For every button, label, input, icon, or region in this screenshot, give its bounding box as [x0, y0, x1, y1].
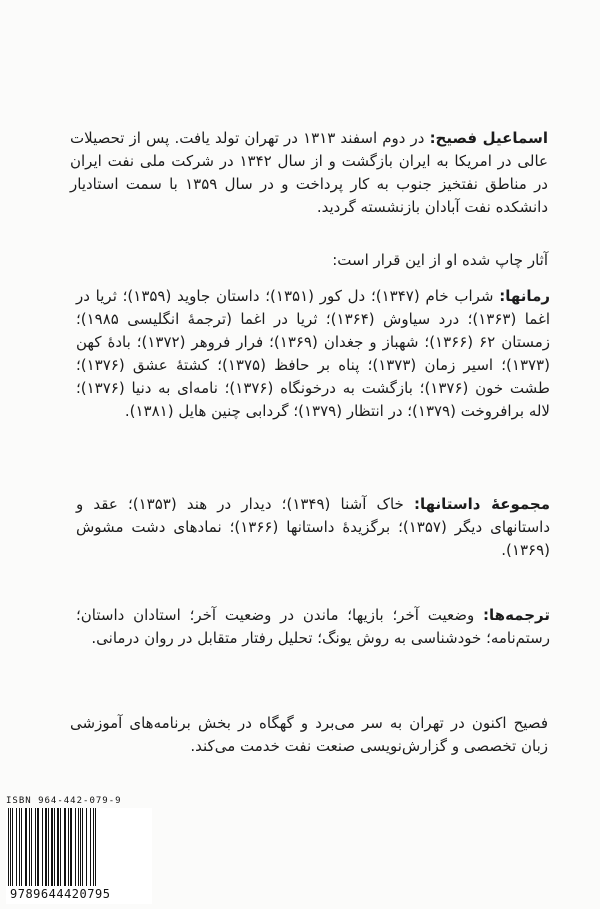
barcode-bar: [75, 808, 76, 886]
barcode-bar: [16, 808, 17, 886]
barcode: [6, 808, 152, 904]
barcode-bar: [64, 808, 66, 886]
barcode-bar: [48, 808, 49, 886]
barcode-bar: [10, 808, 11, 886]
novels-list: شراب خام (۱۳۴۷)؛ دل کور (۱۳۵۱)؛ داستان جاوید (۱۳۵۹)؛ ثریا در اغما (۱۳۶۳)؛ درد سیاوش (۱۳۶۴)؛ ثریا در اغما (ترجمهٔ انگلیسی ۱۹۸۵)؛ زمستان ۶۲ (۱۳۶۶)؛ شهباز و جغدان (۱۳۶۹)؛ فرار فروهر (۱۳۷۲)؛ بادهٔ کهن (۱۳۷۳)؛ اسیر زمان (۱۳۷۳)؛ پناه بر حافظ (۱۳۷۵)؛ کشتهٔ عشق (۱۳۷۶)؛ طشت خون (۱۳۷۶)؛ بازگشت به درخونگاه (۱۳۷۶)؛ نامه‌ای به دنیا (۱۳۷۶)؛ لاله برافروخت (۱۳۷۹)؛ در انتظار (۱۳۷۹)؛ گردابی چنین هایل (۱۳۸۱).: [76, 287, 551, 420]
barcode-bar: [90, 808, 91, 886]
barcode-bar: [60, 808, 61, 886]
biography-text: در دوم اسفند ۱۳۱۳ در تهران تولد یافت. پس از تحصیلات عالی در امریکا به ایران بازگشت و از سال ۱۳۴۲ در شرکت ملی نفت ایران در مناطق نفتخیز جنوب به کار پرداخت و در سال ۱۳۵۹ با سمت استادیار دانشکده نفت آبادان بازنشسته گردید.: [70, 129, 549, 216]
barcode-bar: [54, 808, 55, 886]
story-collections-label: مجموعهٔ داستانها:: [413, 495, 551, 513]
translations-list: وضعیت آخر؛ بازیها؛ ماندن در وضعیت آخر؛ استادان داستان؛ رستم‌نامه؛ خودشناسی به روش یونگ؛ تحلیل رفتار متقابل در روان درمانی.: [76, 606, 550, 647]
barcode-bars: [6, 808, 152, 888]
barcode-bar: [35, 808, 36, 886]
barcode-bar: [93, 808, 94, 886]
barcode-bar: [42, 808, 43, 886]
barcode-bar: [86, 808, 87, 886]
barcode-bar: [70, 808, 72, 886]
barcode-number: 9789644420795: [10, 887, 150, 901]
barcode-bar: [51, 808, 53, 886]
current-activity: فصیح اکنون در تهران به سر می‌برد و گهگاه در بخش برنامه‌های آموزشی زبان تخصصی و گزارش‌نویسی صنعت نفت خدمت می‌کند.: [70, 714, 548, 755]
novels-label: رمانها:: [499, 287, 550, 305]
isbn-label: ISBN 964-442-079-9: [6, 796, 122, 806]
barcode-bar: [8, 808, 9, 886]
barcode-bar: [25, 808, 27, 886]
barcode-bar: [82, 808, 83, 886]
author-biography: [70, 127, 548, 219]
barcode-bar: [31, 808, 32, 886]
story-collections-section: [76, 493, 550, 562]
barcode-bar: [68, 808, 69, 886]
barcode-bar: [45, 808, 47, 886]
barcode-bar: [95, 808, 96, 886]
barcode-bar: [12, 808, 13, 886]
barcode-bar: [78, 808, 79, 886]
barcode-bar: [80, 808, 81, 886]
translations-label: ترجمه‌ها:: [483, 606, 550, 624]
barcode-bar: [19, 808, 20, 886]
barcode-bar: [29, 808, 30, 886]
barcode-bar: [37, 808, 39, 886]
author-name: اسماعیل فصیح:: [429, 129, 548, 147]
story-collections-list: خاک آشنا (۱۳۴۹)؛ دیدار در هند (۱۳۵۳)؛ عقد و داستانهای دیگر (۱۳۵۷)؛ برگزیدهٔ داستانها (۱۳۶۶)؛ نمادهای دشت مشوش (۱۳۶۹).: [76, 495, 550, 559]
works-intro: آثار چاپ شده او از این قرار است:: [332, 251, 548, 269]
barcode-bar: [21, 808, 22, 886]
translations-section: [76, 604, 550, 650]
barcode-bar: [57, 808, 59, 886]
novels-section: [76, 285, 550, 423]
